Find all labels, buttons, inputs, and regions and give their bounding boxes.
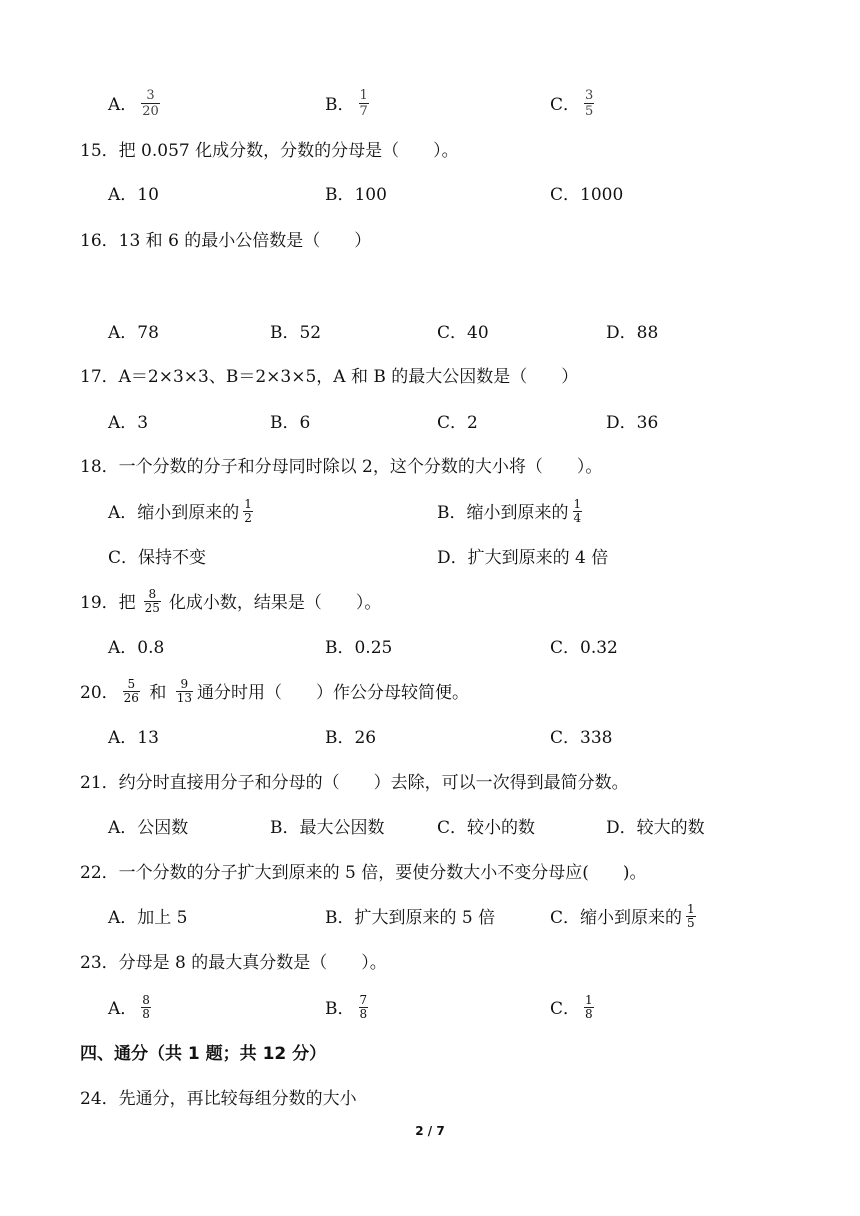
q19-option-a[interactable]: A．0.8 [108, 638, 165, 658]
q23-text: 23．分母是 8 的最大真分数是（ ）。 [80, 953, 387, 973]
q15-text: 15．把 0.057 化成分数，分数的分母是（ ）。 [80, 141, 459, 161]
fraction: $\frac{8}{25}$ [144, 587, 160, 615]
q22-text: 22．一个分数的分子扩大到原来的 5 倍，要使分数大小不变分母应( )。 [80, 863, 647, 883]
q16-options [0, 310, 860, 356]
q16-option-c[interactable]: C．40 [437, 323, 489, 343]
q19-option-b[interactable]: B．0.25 [325, 638, 393, 658]
q14-options [0, 82, 860, 128]
q18-option-d[interactable]: D．扩大到原来的 4 倍 [437, 548, 609, 568]
fraction: $\frac{7}{8}$ [359, 993, 368, 1021]
q21-option-c[interactable]: C．较小的数 [437, 818, 536, 838]
fraction: $\frac{3}{20}$ [142, 88, 159, 119]
q23-option-b[interactable]: B． $\frac{7}{8}$ [325, 993, 368, 1021]
q21-option-d[interactable]: D．较大的数 [606, 818, 705, 838]
q14-option-c[interactable]: C． $\frac{3}{5}$ [550, 88, 594, 119]
q14-option-b[interactable]: B． $\frac{1}{7}$ [325, 88, 368, 119]
q22-option-b[interactable]: B．扩大到原来的 5 倍 [325, 908, 496, 928]
q18-option-b[interactable]: B．缩小到原来的 $\frac{1}{4}$ [437, 497, 582, 525]
q18-option-a[interactable]: A．缩小到原来的 $\frac{1}{2}$ [108, 497, 252, 525]
q15-option-c[interactable]: C．1000 [550, 185, 624, 205]
q17-option-b[interactable]: B．6 [270, 413, 311, 433]
q23-option-a[interactable]: A． $\frac{8}{8}$ [108, 993, 150, 1021]
q15-options [0, 172, 860, 218]
q20-option-c[interactable]: C．338 [550, 728, 613, 748]
q21-options [0, 805, 860, 851]
fraction: $\frac{1}{2}$ [244, 497, 252, 525]
q19-text: 19．把 $\frac{8}{25}$ 化成小数，结果是（ ）。 [80, 587, 382, 615]
q18-options-row2 [0, 535, 860, 581]
section-4 [0, 1031, 860, 1077]
q21 [0, 760, 860, 806]
q23-option-c[interactable]: C． $\frac{1}{8}$ [550, 993, 593, 1021]
q20-text: 20． $\frac{5}{26}$ 和 $\frac{9}{13}$ 通分时用（ ）作公分母较简便。 [80, 677, 470, 705]
fraction: $\frac{1}{7}$ [359, 88, 368, 119]
fraction: $\frac{5}{26}$ [123, 677, 139, 705]
q20 [0, 670, 860, 716]
q17-text: 17．A＝2×3×3、B＝2×3×5，A 和 B 的最大公因数是（ ） [80, 367, 579, 387]
q16-text: 16．13 和 6 的最小公倍数是（ ） [80, 231, 372, 251]
q20-option-a[interactable]: A．13 [108, 728, 159, 748]
q20-option-b[interactable]: B．26 [325, 728, 377, 748]
fraction: $\frac{9}{13}$ [176, 677, 193, 705]
q22 [0, 850, 860, 896]
q20-options [0, 715, 860, 761]
q16-option-d[interactable]: D．88 [606, 323, 659, 343]
q19 [0, 580, 860, 626]
q17-option-a[interactable]: A．3 [108, 413, 149, 433]
fraction: $\frac{8}{8}$ [142, 993, 150, 1021]
q15-option-a[interactable]: A．10 [108, 185, 159, 205]
q18 [0, 444, 860, 490]
q16 [0, 218, 860, 264]
q24-text: 24．先通分，再比较每组分数的大小 [80, 1089, 357, 1109]
q16-option-a[interactable]: A．78 [108, 323, 159, 343]
q17-options [0, 400, 860, 446]
q21-option-b[interactable]: B．最大公因数 [270, 818, 385, 838]
section-heading: 四、通分（共 1 题；共 12 分） [80, 1044, 327, 1064]
q23-options [0, 986, 860, 1032]
fraction: $\frac{1}{5}$ [687, 902, 695, 930]
q17 [0, 354, 860, 400]
q18-options-row1 [0, 490, 860, 536]
q19-option-c[interactable]: C．0.32 [550, 638, 618, 658]
q15 [0, 128, 860, 174]
fraction: $\frac{1}{8}$ [585, 993, 593, 1021]
page-number: 2 / 7 [415, 1124, 445, 1138]
q14-option-a[interactable]: A． $\frac{3}{20}$ [108, 88, 159, 119]
q18-option-c[interactable]: C．保持不变 [108, 548, 207, 568]
q22-option-c[interactable]: C．缩小到原来的 $\frac{1}{5}$ [550, 902, 695, 930]
q23 [0, 940, 860, 986]
q18-text: 18．一个分数的分子和分母同时除以 2，这个分数的大小将（ ）。 [80, 457, 603, 477]
q21-option-a[interactable]: A．公因数 [108, 818, 189, 838]
q15-option-b[interactable]: B．100 [325, 185, 387, 205]
fraction: $\frac{3}{5}$ [585, 88, 594, 119]
q17-option-d[interactable]: D．36 [606, 413, 659, 433]
q24 [0, 1076, 860, 1122]
q17-option-c[interactable]: C．2 [437, 413, 478, 433]
q22-option-a[interactable]: A．加上 5 [108, 908, 188, 928]
fraction: $\frac{1}{4}$ [573, 497, 582, 525]
q19-options [0, 625, 860, 671]
q16-option-b[interactable]: B．52 [270, 323, 322, 343]
q21-text: 21．约分时直接用分子和分母的（ ）去除，可以一次得到最简分数。 [80, 773, 629, 793]
q22-options [0, 895, 860, 941]
